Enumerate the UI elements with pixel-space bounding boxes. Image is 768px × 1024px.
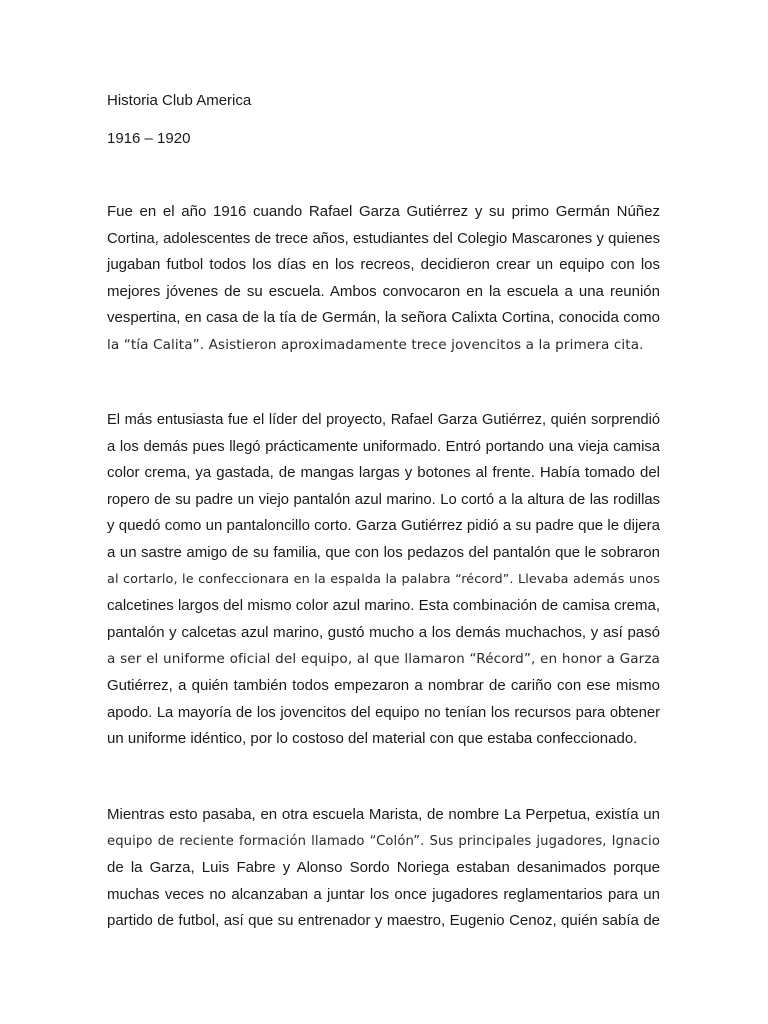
paragraph-line: pantalón y calcetas azul marino, gustó mucho a los demás muchachos, y así pasó xyxy=(107,623,660,641)
paragraph-line: ropero de su padre un viejo pantalón azul marino. Lo cortó a la altura de las rodillas xyxy=(107,491,660,508)
paragraph-line: un uniforme idéntico, por lo costoso del material con que estaba confeccionado. xyxy=(107,730,638,748)
paragraph-line: Cortina, adolescentes de trece años, estudiantes del Colegio Mascarones y quienes xyxy=(107,230,660,247)
document-title: Historia Club America xyxy=(107,92,252,109)
paragraph-line: Fue en el año 1916 cuando Rafael Garza Gutiérrez y su primo Germán Núñez xyxy=(107,203,660,220)
paragraph-1 xyxy=(107,199,660,359)
paragraph-line: de la Garza, Luis Fabre y Alonso Sordo Noriega estaban desanimados porque xyxy=(107,859,660,877)
paragraph-line: a los demás pues llegó prácticamente uniformado. Entró portando una vieja camisa xyxy=(107,438,660,455)
paragraph-2 xyxy=(107,407,660,753)
paragraph-line: mejores jóvenes de su escuela. Ambos convocaron en la escuela a una reunión xyxy=(107,282,660,300)
paragraph-3 xyxy=(107,802,660,935)
paragraph-line: a ser el uniforme oficial del equipo, al que llamaron “Récord”, en honor a Garza xyxy=(107,651,660,668)
paragraph-line: color crema, ya gastada, de mangas largas y botones al frente. Había tomado del xyxy=(107,464,660,482)
paragraph-line: la “tía Calita”. Asistieron aproximadamente trece jovencitos a la primera cita. xyxy=(107,336,644,353)
paragraph-line: apodo. La mayoría de los jovencitos del equipo no tenían los recursos para obtener xyxy=(107,704,660,721)
paragraph-line: partido de futbol, así que su entrenador y maestro, Eugenio Cenoz, quién sabía de xyxy=(107,912,660,930)
paragraph-line: Gutiérrez, a quién también todos empezaron a nombrar de cariño con ese mismo xyxy=(107,676,660,694)
paragraph-line: al cortarlo, le confeccionara en la espalda la palabra “récord”. Llevaba además unos xyxy=(107,571,660,587)
paragraph-line: y quedó como un pantaloncillo corto. Garza Gutiérrez pidió a su padre que le dijera xyxy=(107,517,660,535)
paragraph-line: vespertina, en casa de la tía de Germán, la señora Calixta Cortina, conocida como xyxy=(107,309,660,327)
paragraph-line: muchas veces no alcanzaban a juntar los once jugadores reglamentarios para un xyxy=(107,885,660,903)
paragraph-line: jugaban futbol todos los días en los recreos, decidieron crear un equipo con los xyxy=(107,256,660,274)
paragraph-line: a un sastre amigo de su familia, que con los pedazos del pantalón que le sobraron xyxy=(107,543,660,561)
paragraph-line: El más entusiasta fue el líder del proyecto, Rafael Garza Gutiérrez, quién sorprendió xyxy=(107,412,660,428)
paragraph-line: equipo de reciente formación llamado “Colón”. Sus principales jugadores, Ignacio xyxy=(107,833,660,849)
paragraph-line: Mientras esto pasaba, en otra escuela Marista, de nombre La Perpetua, existía un xyxy=(107,806,660,823)
document-period: 1916 – 1920 xyxy=(107,130,191,147)
paragraph-line: calcetines largos del mismo color azul marino. Esta combinación de camisa crema, xyxy=(107,597,660,615)
